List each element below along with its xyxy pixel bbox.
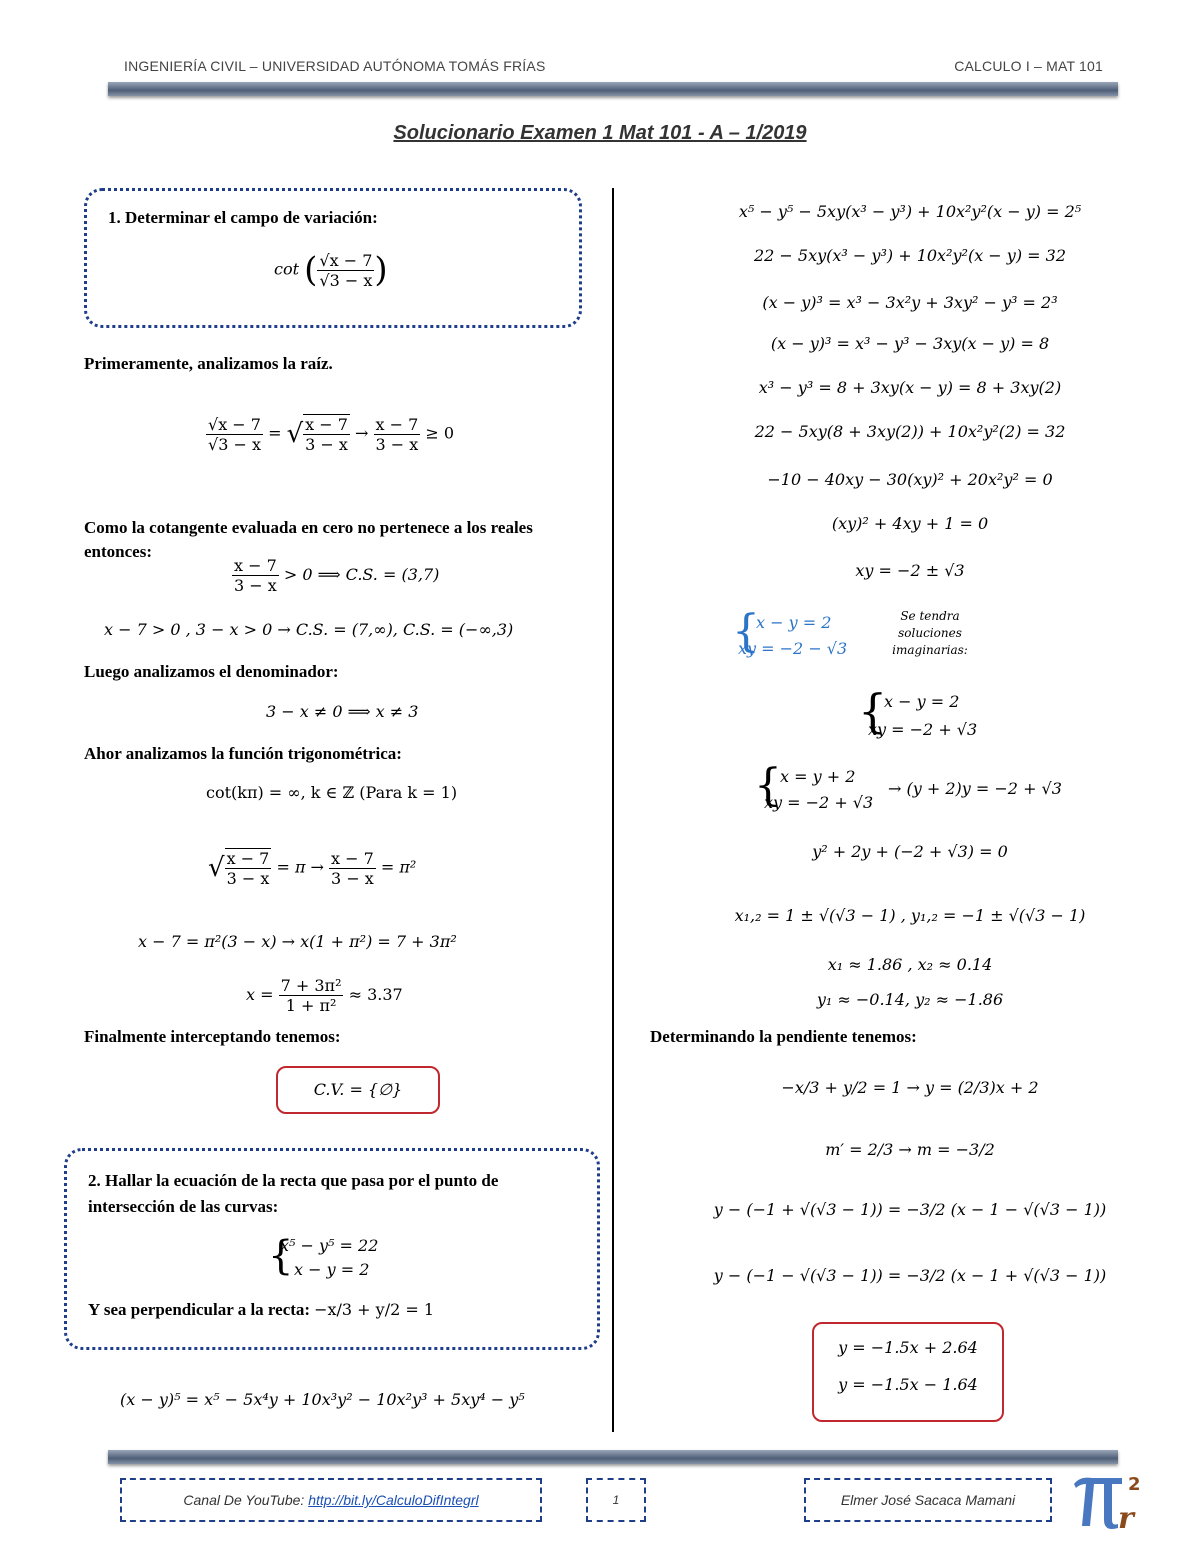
footer-bar — [108, 1450, 1118, 1464]
answer-cv-box: C.V. = {∅} — [276, 1066, 440, 1114]
note-imaginary — [880, 608, 980, 659]
youtube-link[interactable]: http://bit.ly/CalculoDifIntegrl — [308, 1492, 479, 1508]
q2-perp-eq: −x/3 + y/2 = 1 — [314, 1300, 435, 1319]
e6-den1: 3 − x — [226, 869, 270, 888]
e6-den2: 3 − x — [331, 868, 374, 888]
author-name: Elmer José Sacaca Mamani — [840, 1492, 1016, 1508]
svg-text:r: r — [1118, 1501, 1134, 1532]
q2-sys-line1: x⁵ − y⁵ = 22 — [280, 1236, 379, 1255]
e8-den: 1 + π² — [285, 996, 337, 1015]
equation-r10: y² + 2y + (−2 + √3) = 0 — [812, 842, 1008, 861]
equation-r15: m′ = 2/3 → m = −3/2 — [825, 1140, 995, 1159]
equation-r12: x₁ ≈ 1.86 , x₂ ≈ 0.14 — [827, 955, 993, 974]
system-substitute-tail: → (y + 2)y = −2 + √3 — [888, 779, 1062, 798]
header-bar — [108, 82, 1118, 96]
q2-perp-text: Y sea perpendicular a la recta: — [88, 1300, 311, 1319]
question-1-expression: cot ( $\frac{√x - 7}{√3 - x}$ ) — [274, 250, 388, 290]
column-divider — [612, 188, 614, 1432]
e6-num1: x − 7 — [226, 849, 270, 868]
page-number: 1 — [612, 1493, 620, 1507]
equation-r1: x⁵ − y⁵ − 5xy(x³ − y³) + 10x²y²(x − y) = 2⁵ — [738, 202, 1082, 221]
s3-line1: x = y + 2 — [780, 767, 856, 786]
e2-num: x − 7 — [234, 556, 277, 575]
equation-cs2: x − 7 > 0 , 3 − x > 0 → C.S. = (7,∞), C.S. = (−∞,3) — [104, 620, 514, 639]
cot-text: cot — [274, 259, 300, 279]
author-box — [804, 1478, 1052, 1522]
equation-r6: 22 − 5xy(8 + 3xy(2)) + 10x²y²(2) = 32 — [754, 422, 1066, 441]
e8-tail: ≈ 3.37 — [348, 985, 403, 1004]
text-denominator: Luego analizamos el denominador: — [84, 662, 339, 681]
e2-den: 3 − x — [234, 576, 277, 595]
e8-num: 7 + 3π² — [280, 976, 342, 995]
youtube-label: Canal De YouTube: — [183, 1492, 305, 1508]
e1-num3: x − 7 — [375, 414, 419, 434]
question-2-system: { x⁵ − y⁵ = 22 x − y = 2 — [268, 1234, 378, 1282]
note-line3: imaginarias: — [892, 643, 968, 657]
header-right: CALCULO I – MAT 101 — [954, 58, 1103, 74]
s1-line1: x − y = 2 — [756, 613, 832, 632]
answer-line-2: y = −1.5x − 1.64 — [838, 1375, 978, 1394]
question-2-perp — [88, 1300, 434, 1320]
equation-solve-x: x − 7 = π²(3 − x) → x(1 + π²) = 7 + 3π² — [138, 932, 457, 951]
youtube-box — [120, 1478, 542, 1522]
equation-r13: y₁ ≈ −0.14, y₂ ≈ −1.86 — [816, 990, 1004, 1009]
e1-num1: √x − 7 — [208, 414, 261, 434]
equation-r11: x₁,₂ = 1 ± √(√3 − 1) , y₁,₂ = −1 ± √(√3 − 1) — [734, 906, 1086, 925]
equation-r17: y − (−1 − √(√3 − 1)) = −3/2 (x − 1 + √(√3 − 1)) — [713, 1266, 1107, 1285]
e1-tail: ≥ 0 — [425, 423, 455, 443]
equation-r4: (x − y)³ = x³ − y³ − 3xy(x − y) = 8 — [770, 334, 1050, 353]
equation-r8: (xy)² + 4xy + 1 = 0 — [831, 514, 989, 533]
e6-tail: = π² — [380, 857, 417, 877]
equation-cot-k: cot(kπ) = ∞, k ∈ ℤ (Para k = 1) — [206, 783, 458, 802]
e1-den3: 3 − x — [375, 434, 419, 454]
page-title: Solucionario Examen 1 Mat 101 - A – 1/2019 — [393, 122, 807, 144]
answer-lines-box — [812, 1322, 1004, 1422]
page-number-box — [586, 1478, 646, 1522]
system-real: { x − y = 2 xy = −2 + √3 — [858, 688, 977, 744]
equation-r14: −x/3 + y/2 = 1 → y = (2/3)x + 2 — [781, 1078, 1039, 1097]
equation-r16: y − (−1 + √(√3 − 1)) = −3/2 (x − 1 − √(√3 − 1)) — [713, 1200, 1107, 1219]
e1-den2: 3 − x — [305, 435, 348, 454]
e8-lhs: x = — [246, 985, 274, 1004]
q1-num: √x − 7 — [319, 250, 373, 270]
header-left: INGENIERÍA CIVIL – UNIVERSIDAD AUTÓNOMA TOMÁS FRÍAS — [124, 58, 546, 74]
question-2-label: 2. Hallar la ecuación de la recta que pasa por el punto de intersección de las curvas: — [88, 1171, 499, 1216]
q2-sys-line2: x − y = 2 — [294, 1260, 370, 1279]
equation-r9: xy = −2 ± √3 — [855, 561, 965, 580]
system-imaginary: { x − y = 2 xy = −2 − √3 — [732, 610, 847, 662]
text-trig: Ahor analizamos la función trigonométrica: — [84, 744, 402, 763]
e6-num2: x − 7 — [331, 848, 374, 868]
equation-r2: 22 − 5xy(x³ − y³) + 10x²y²(x − y) = 32 — [753, 246, 1067, 265]
e2-tail: > 0 ⟹ C.S. = (3,7) — [283, 565, 440, 584]
e1-num2: x − 7 — [305, 415, 348, 434]
s3-line2: xy = −2 + √3 — [764, 793, 874, 812]
text-finally: Finalmente interceptando tenemos: — [84, 1027, 341, 1046]
equation-denominator: 3 − x ≠ 0 ⟹ x ≠ 3 — [266, 702, 419, 721]
equation-r7: −10 − 40xy − 30(xy)² + 20x²y² = 0 — [767, 470, 1053, 489]
equation-cs1 — [232, 556, 439, 595]
question-1-label: 1. Determinar el campo de variación: — [108, 208, 378, 227]
equation-x-value — [246, 976, 403, 1015]
equation-pi: √ $\frac{x - 7}{3 - x}$ = π → $\frac{x - 7}{3 - x}$ = π² — [208, 848, 417, 888]
pi-r-squared-logo — [1070, 1470, 1140, 1532]
text-slope: Determinando la pendiente tenemos: — [650, 1027, 917, 1046]
e1-den1: √3 − x — [208, 434, 261, 454]
answer-line-1: y = −1.5x + 2.64 — [838, 1338, 978, 1357]
equation-binomial: (x − y)⁵ = x⁵ − 5x⁴y + 10x³y² − 10x²y³ + 5xy⁴ − y⁵ — [120, 1390, 525, 1409]
s2-line1: x − y = 2 — [884, 692, 960, 711]
equation-root: $\frac{√x - 7}{√3 - x}$ = √ $\frac{x - 7}{3 - x}$ → $\frac{x - 7}{3 - x}$ ≥ 0 — [208, 414, 455, 454]
s1-line2: xy = −2 − √3 — [738, 639, 848, 658]
s2-line2: xy = −2 + √3 — [868, 720, 978, 739]
equation-r3: (x − y)³ = x³ − 3x²y + 3xy² − y³ = 2³ — [762, 293, 1058, 312]
note-line2: soluciones — [898, 626, 962, 640]
svg-text:2: 2 — [1128, 1474, 1140, 1495]
q1-den: √3 − x — [319, 270, 373, 290]
equation-r5: x³ − y³ = 8 + 3xy(x − y) = 8 + 3xy(2) — [758, 378, 1062, 397]
system-substitute: { x = y + 2 xy = −2 + √3 — [754, 764, 873, 816]
text-analyze-root: Primeramente, analizamos la raíz. — [84, 354, 333, 373]
text-cotangent: Como la cotangente evaluada en cero no pertenece a los reales entonces: — [84, 518, 533, 561]
note-line1: Se tendra — [900, 609, 960, 623]
e6-mid: = π → — [276, 857, 324, 877]
